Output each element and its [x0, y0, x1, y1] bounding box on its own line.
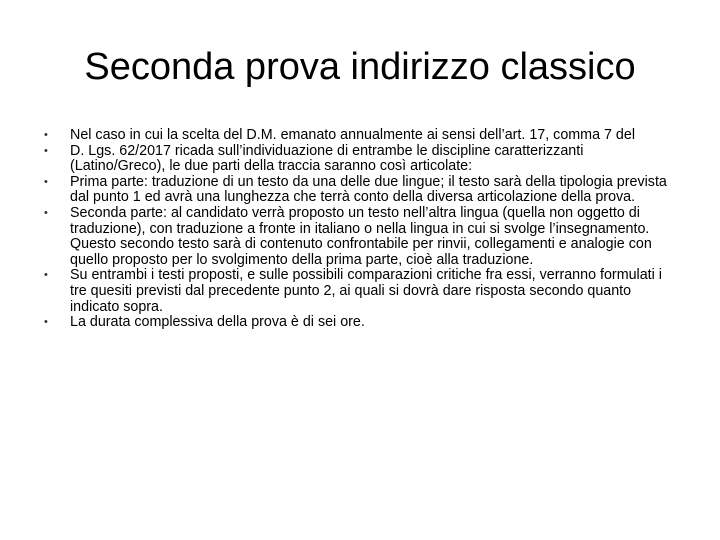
bullet-text: La durata complessiva della prova è di sei ore. — [70, 314, 365, 331]
bullet-item — [44, 206, 674, 268]
bullet-icon: • — [44, 316, 48, 329]
bullet-icon: • — [44, 144, 48, 157]
bullet-text: D. Lgs. 62/2017 ricada sull’individuazione di entrambe le discipline caratterizzanti (Latino/Greco), le due parti della traccia saranno così articolate: — [70, 142, 584, 175]
bullet-text: Su entrambi i testi proposti, e sulle possibili comparazioni critiche fra essi, verranno formulati i tre quesiti previsti dal precedente punto 2, ai quali si dovrà dare risposta secondo quanto indicato sopra. — [70, 267, 662, 315]
bullet-item — [44, 144, 674, 175]
bullet-list — [44, 128, 674, 331]
bullet-item — [44, 175, 674, 206]
bullet-icon: • — [44, 129, 48, 141]
bullet-text: Seconda parte: al candidato verrà proposto un testo nell’altra lingua (quella non oggetto di traduzione), con traduzione a fronte in italiano o nella lingua in cui si svolge l’insegnamento. Questo secondo testo sarà di contenuto confrontabile per rinvii, collegamenti e analogie con quello proposto per lo svolgimento della prima parte, cioè alla traduzione. — [70, 204, 652, 268]
bullet-icon: • — [44, 269, 48, 282]
bullet-text: Prima parte: traduzione di un testo da una delle due lingue; il testo sarà della tipologia prevista dal punto 1 ed avrà una lunghezza che terrà conto della diversa articolazione della prova. — [70, 173, 667, 206]
slide-title: Seconda prova indirizzo classico — [84, 46, 636, 88]
bullet-text: Nel caso in cui la scelta del D.M. emanato annualmente ai sensi dell’art. 17, comma 7 del — [70, 127, 636, 143]
bullet-icon: • — [44, 175, 48, 188]
bullet-icon: • — [44, 206, 48, 219]
bullet-item — [44, 128, 674, 144]
bullet-item — [44, 315, 674, 331]
bullet-item — [44, 268, 674, 315]
